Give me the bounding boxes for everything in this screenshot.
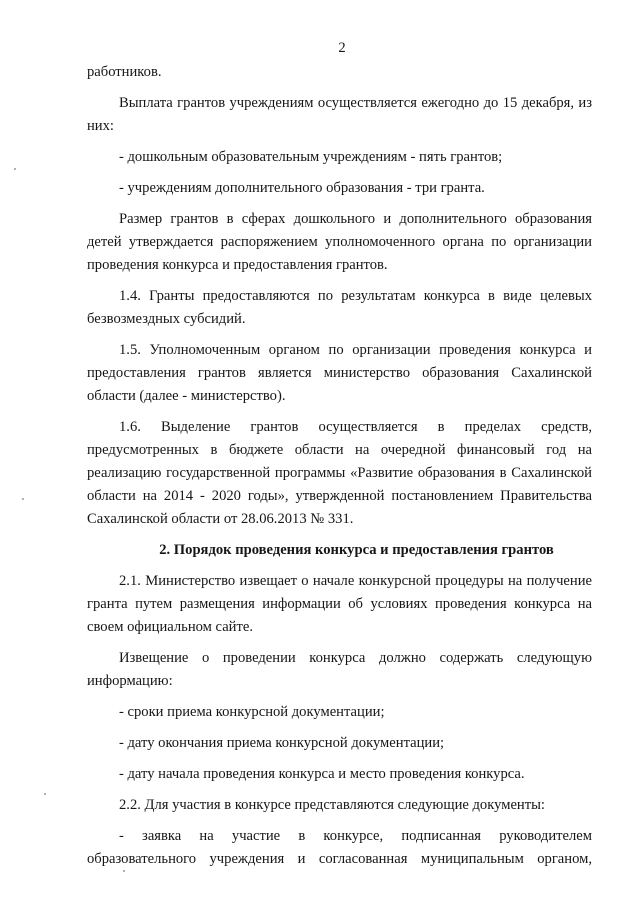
paragraph: Извещение о проведении конкурса должно содержать следующую информацию: (87, 650, 592, 689)
list-item: - дошкольным образовательным учреждениям - пять грантов; (119, 149, 503, 165)
document-body (87, 61, 592, 879)
scan-speck (44, 793, 46, 795)
paragraph: работников. (87, 64, 162, 80)
section-heading: 2. Порядок проведения конкурса и предоставления грантов (159, 542, 554, 558)
scan-speck (22, 498, 24, 500)
list-item: - заявка на участие в конкурсе, подписанная руководителем образовательного учреждения и согласованная муниципальным органом, (87, 828, 592, 867)
paragraph: 1.6. Выделение грантов осуществляется в пределах средств, предусмотренных в бюджете области на очередной финансовый год на реализацию государственной программы «Развитие образования в Сахалинской области на 2014 - 2020 годы», утвержденной постановлением Правительства Сахалинской области от 28.06.2013 № 331. (87, 419, 592, 527)
list-item: - дату начала проведения конкурса и место проведения конкурса. (119, 766, 525, 782)
page-number: 2 (338, 40, 346, 56)
paragraph: 2.2. Для участия в конкурсе представляются следующие документы: (119, 797, 545, 813)
list-item: - дату окончания приема конкурсной документации; (119, 735, 445, 751)
paragraph: Выплата грантов учреждениям осуществляется ежегодно до 15 декабря, из них: (87, 95, 592, 134)
list-item: - учреждениям дополнительного образования - три гранта. (119, 180, 485, 196)
list-item: - сроки приема конкурсной документации; (119, 704, 385, 720)
scan-speck (14, 168, 16, 170)
paragraph: 1.5. Уполномоченным органом по организации проведения конкурса и предоставления грантов является министерство образования Сахалинской области (далее - министерство). (87, 342, 592, 404)
paragraph: 1.4. Гранты предоставляются по результатам конкурса в виде целевых безвозмездных субсидий. (87, 288, 592, 327)
paragraph: 2.1. Министерство извещает о начале конкурсной процедуры на получение гранта путем размещения информации об условиях проведения конкурса на своем официальном сайте. (87, 573, 592, 635)
scan-speck (123, 870, 125, 872)
paragraph: Размер грантов в сферах дошкольного и дополнительного образования детей утверждается распоряжением уполномоченного органа по организации проведения конкурса и предоставления грантов. (87, 211, 592, 273)
